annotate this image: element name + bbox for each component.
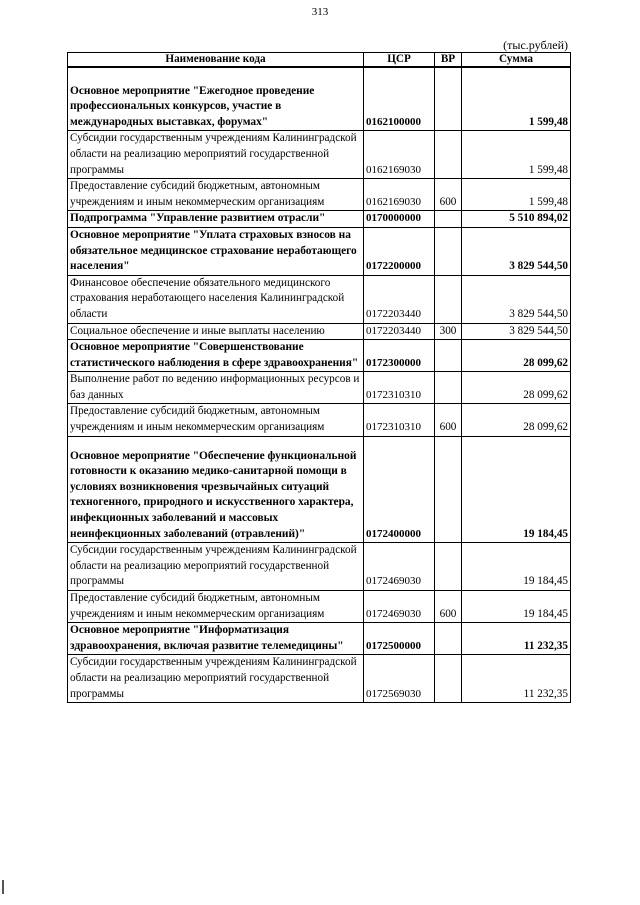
row-sum: 19 184,45 xyxy=(462,543,571,591)
row-csr: 0172203440 xyxy=(364,323,435,340)
row-vr xyxy=(435,131,462,179)
row-csr: 0172469030 xyxy=(364,591,435,623)
row-sum: 3 829 544,50 xyxy=(462,227,571,275)
table-row xyxy=(68,623,571,655)
row-name: Социальное обеспечение и иные выплаты населению xyxy=(68,323,364,340)
row-vr xyxy=(435,340,462,372)
row-vr xyxy=(435,275,462,323)
row-vr: 600 xyxy=(435,404,462,436)
table-row xyxy=(68,211,571,228)
row-name: Основное мероприятие "Совершенствование статистического наблюдения в сфере здравоохранения" xyxy=(68,340,364,372)
page-number: 313 xyxy=(311,6,329,18)
row-name: Подпрограмма "Управление развитием отрасли" xyxy=(68,211,364,228)
row-vr: 300 xyxy=(435,323,462,340)
row-csr: 0172300000 xyxy=(364,340,435,372)
row-name-cell xyxy=(68,436,364,543)
row-csr: 0172200000 xyxy=(364,227,435,275)
table-row xyxy=(68,543,571,591)
row-csr: 0172310310 xyxy=(364,372,435,404)
row-vr xyxy=(435,655,462,703)
row-sum: 11 232,35 xyxy=(462,655,571,703)
row-sum: 3 829 544,50 xyxy=(462,275,571,323)
row-sum: 1 599,48 xyxy=(462,67,571,131)
table-row xyxy=(68,372,571,404)
row-sum: 1 599,48 xyxy=(462,179,571,211)
row-name: Предоставление субсидий бюджетным, автономным учреждениям и иным некоммерческим организациям xyxy=(68,179,364,211)
table-row xyxy=(68,67,571,131)
row-sum: 1 599,48 xyxy=(462,131,571,179)
row-csr: 0162100000 xyxy=(364,67,435,131)
table-row xyxy=(68,436,571,543)
header-name: Наименование кода xyxy=(68,53,364,68)
row-csr: 0172203440 xyxy=(364,275,435,323)
row-vr xyxy=(435,67,462,131)
row-name: Субсидии государственным учреждениям Калининградской области на реализацию мероприятий государственной программы xyxy=(68,543,364,591)
units-label: (тыс.рублей) xyxy=(503,38,568,52)
row-vr xyxy=(435,623,462,655)
header-sum: Сумма xyxy=(462,53,571,68)
row-vr: 600 xyxy=(435,591,462,623)
row-vr: 600 xyxy=(435,179,462,211)
table-header-row xyxy=(68,53,571,68)
row-csr: 0162169030 xyxy=(364,131,435,179)
row-csr: 0172400000 xyxy=(364,436,435,543)
row-sum: 19 184,45 xyxy=(462,436,571,543)
row-name: Основное мероприятие "Обеспечение функциональной готовности к оказанию медико-санитарной помощи в условиях возникновения чрезвычайных ситуаций техногенного, природного и искусственного характера, инфекционных заболеваний и массовых неинфекционных заболеваний (отравлений)" xyxy=(70,449,357,540)
row-vr xyxy=(435,543,462,591)
row-sum: 3 829 544,50 xyxy=(462,323,571,340)
table-row xyxy=(68,404,571,436)
table-row xyxy=(68,131,571,179)
row-sum: 28 099,62 xyxy=(462,372,571,404)
row-name: Основное мероприятие "Информатизация здравоохранения, включая развитие телемедицины" xyxy=(68,623,364,655)
row-name: Финансовое обеспечение обязательного медицинского страхования неработающего населения Калининградской области xyxy=(68,275,364,323)
row-sum: 28 099,62 xyxy=(462,404,571,436)
header-csr: ЦСР xyxy=(364,53,435,68)
row-name: Субсидии государственным учреждениям Калининградской области на реализацию мероприятий государственной программы xyxy=(68,655,364,703)
row-vr xyxy=(435,227,462,275)
table-row xyxy=(68,591,571,623)
row-vr xyxy=(435,372,462,404)
header-vr: ВР xyxy=(435,53,462,68)
budget-table xyxy=(67,52,571,703)
table-row xyxy=(68,179,571,211)
row-csr: 0172310310 xyxy=(364,404,435,436)
row-csr: 0172500000 xyxy=(364,623,435,655)
table-row xyxy=(68,275,571,323)
row-name: Предоставление субсидий бюджетным, автономным учреждениям и иным некоммерческим организациям xyxy=(68,404,364,436)
row-name-cell xyxy=(68,67,364,131)
row-name: Выполнение работ по ведению информационных ресурсов и баз данных xyxy=(68,372,364,404)
row-sum: 11 232,35 xyxy=(462,623,571,655)
table-row xyxy=(68,340,571,372)
row-name: Субсидии государственным учреждениям Калининградской области на реализацию мероприятий государственной программы xyxy=(68,131,364,179)
table-row xyxy=(68,655,571,703)
row-sum: 28 099,62 xyxy=(462,340,571,372)
row-csr: 0172469030 xyxy=(364,543,435,591)
row-csr: 0162169030 xyxy=(364,179,435,211)
table-row xyxy=(68,323,571,340)
row-csr: 0172569030 xyxy=(364,655,435,703)
table-row xyxy=(68,227,571,275)
row-vr xyxy=(435,211,462,228)
scan-edge-mark xyxy=(2,880,4,894)
row-sum: 5 510 894,02 xyxy=(462,211,571,228)
row-name: Основное мероприятие "Ежегодное проведение профессиональных конкурсов, участие в международных выставках, форумах" xyxy=(70,84,315,128)
row-name: Основное мероприятие "Уплата страховых взносов на обязательное медицинское страхование неработающего населения" xyxy=(68,227,364,275)
row-vr xyxy=(435,436,462,543)
row-csr: 0170000000 xyxy=(364,211,435,228)
row-sum: 19 184,45 xyxy=(462,591,571,623)
row-name: Предоставление субсидий бюджетным, автономным учреждениям и иным некоммерческим организациям xyxy=(68,591,364,623)
